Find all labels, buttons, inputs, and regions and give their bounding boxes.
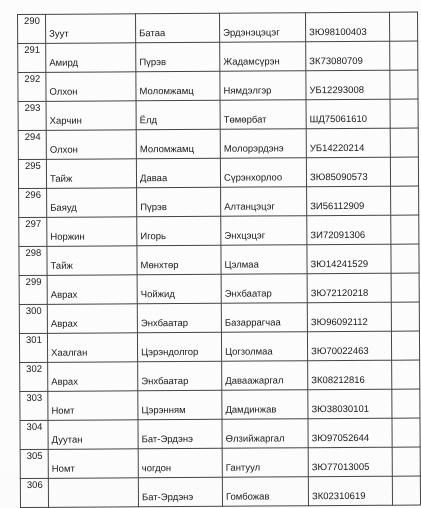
clan-name-cell: Тайж [47,246,137,276]
given-name-cell: Алтанцэцэг [221,187,307,217]
table-row [20,476,420,507]
registration-number-cell: ЗИ72091306 [307,215,391,245]
father-name-cell: Пүрэв [137,187,221,217]
row-number-cell: 300 [19,304,47,333]
table-row [20,360,420,391]
empty-cell [391,302,419,331]
row-number-cell: 295 [18,159,46,188]
empty-cell [392,360,420,389]
table-row [20,447,420,478]
clan-name-cell: Олхон [46,72,136,102]
father-name-cell: Пүрэв [136,42,220,72]
father-name-cell: Цэрэнням [138,390,222,420]
empty-cell [390,41,418,70]
table-row [19,331,419,362]
given-name-cell: Даваажаргал [222,361,308,391]
row-number-cell: 292 [18,72,46,101]
empty-cell [391,215,419,244]
father-name-cell: Даваа [136,158,220,188]
registration-number-cell: ШД75061610 [306,99,390,129]
clan-name-cell: Аврах [47,304,137,334]
father-name-cell: Энхбаатар [137,303,221,333]
registration-number-cell: ЗК02310619 [308,476,392,506]
father-name-cell: Игорь [137,216,221,246]
given-name-cell: Нямдэлгэр [220,71,306,101]
row-number-cell: 290 [18,14,46,43]
row-number-cell: 303 [20,391,48,420]
registration-number-cell: УБ14220214 [306,128,390,158]
registry-table-body [18,12,421,507]
table-row [19,273,419,304]
father-name-cell: Чойжид [137,274,221,304]
father-name-cell: Бат-Эрдэнэ [138,419,222,449]
row-number-cell: 299 [19,275,47,304]
table-row [18,99,418,130]
table-row [19,186,419,217]
row-number-cell: 294 [18,130,46,159]
table-row [19,215,419,246]
registration-number-cell: ЗИ56112909 [307,186,391,216]
table-row [18,41,418,72]
clan-name-cell: Аврах [47,275,137,305]
father-name-cell: Цэрэндолгор [137,332,221,362]
registration-number-cell: ЗЮ70022463 [307,331,391,361]
empty-cell [391,244,419,273]
table-row [18,70,418,101]
empty-cell [392,389,420,418]
given-name-cell: Энхбаатар [221,274,307,304]
table-row [20,389,420,420]
given-name-cell: Молорэрдэнэ [220,129,306,159]
row-number-cell: 296 [19,188,47,217]
clan-name-cell: Амирд [46,43,136,73]
empty-cell [391,331,419,360]
father-name-cell: Мөнхтөр [137,245,221,275]
row-number-cell: 304 [20,420,48,449]
given-name-cell: Цогзолмаа [221,332,307,362]
clan-name-cell: Харчин [46,101,136,131]
clan-name-cell: Дуутан [48,420,138,450]
given-name-cell: Өлзийжаргал [222,419,308,449]
registration-number-cell: ЗЮ97052644 [308,418,392,448]
registration-number-cell: УБ12293008 [306,70,390,100]
given-name-cell: Энхцэцэг [221,216,307,246]
registration-number-cell: ЗЮ96092112 [307,302,391,332]
clan-name-cell: Зуут [46,14,136,44]
given-name-cell: Сүрэнхорлоо [220,158,306,188]
father-name-cell: Бат-Эрдэнэ [138,477,222,507]
clan-name-cell: Тайж [46,159,136,189]
table-row [19,302,419,333]
empty-cell [392,447,420,476]
empty-cell [390,157,418,186]
clan-name-cell: Номт [48,391,138,421]
empty-cell [392,476,420,505]
table-row [20,418,420,449]
row-number-cell: 301 [19,333,47,362]
father-name-cell: Моломжамц [136,129,220,159]
clan-name-cell: Баяуд [47,188,137,218]
registration-number-cell: ЗЮ38030101 [308,389,392,419]
given-name-cell: Гантуул [222,448,308,478]
father-name-cell: Моломжамц [136,71,220,101]
row-number-cell: 305 [20,449,48,478]
father-name-cell: Ёлд [136,100,220,130]
table-row [19,244,419,275]
empty-cell [391,273,419,302]
given-name-cell: Төмөрбат [220,100,306,130]
father-name-cell: чогдон [138,448,222,478]
given-name-cell: Жадамсүрэн [220,42,306,72]
given-name-cell: Гомбожав [222,477,308,507]
row-number-cell: 306 [20,478,48,507]
table-row [18,12,418,43]
given-name-cell: Базаррагчаа [221,303,307,333]
empty-cell [391,186,419,215]
registration-number-cell: ЗЮ72120218 [307,273,391,303]
table-row [18,128,418,159]
registration-number-cell: ЗЮ98100403 [305,12,389,42]
registry-table [17,12,421,508]
registration-number-cell: ЗЮ77013005 [308,447,392,477]
empty-cell [390,128,418,157]
empty-cell [389,12,417,41]
given-name-cell: Цэлмаа [221,245,307,275]
clan-name-cell: Норжин [47,217,137,247]
clan-name-cell [48,478,138,508]
clan-name-cell: Номт [48,449,138,479]
registration-number-cell: ЗЮ14241529 [307,244,391,274]
empty-cell [390,99,418,128]
given-name-cell: Эрдэнэцэцэг [219,13,305,43]
father-name-cell: Энхбаатар [138,361,222,391]
row-number-cell: 293 [18,101,46,130]
empty-cell [390,70,418,99]
clan-name-cell: Хаалган [47,333,137,363]
registration-number-cell: ЗК08212816 [308,360,392,390]
row-number-cell: 302 [20,362,48,391]
empty-cell [392,418,420,447]
row-number-cell: 297 [19,217,47,246]
clan-name-cell: Аврах [48,362,138,392]
row-number-cell: 291 [18,43,46,72]
clan-name-cell: Олхон [46,130,136,160]
given-name-cell: Дамдинжав [222,390,308,420]
registration-number-cell: ЗК73080709 [306,41,390,71]
father-name-cell: Батаа [136,13,220,43]
row-number-cell: 298 [19,246,47,275]
registration-number-cell: ЗЮ85090573 [306,157,390,187]
table-row [18,157,418,188]
